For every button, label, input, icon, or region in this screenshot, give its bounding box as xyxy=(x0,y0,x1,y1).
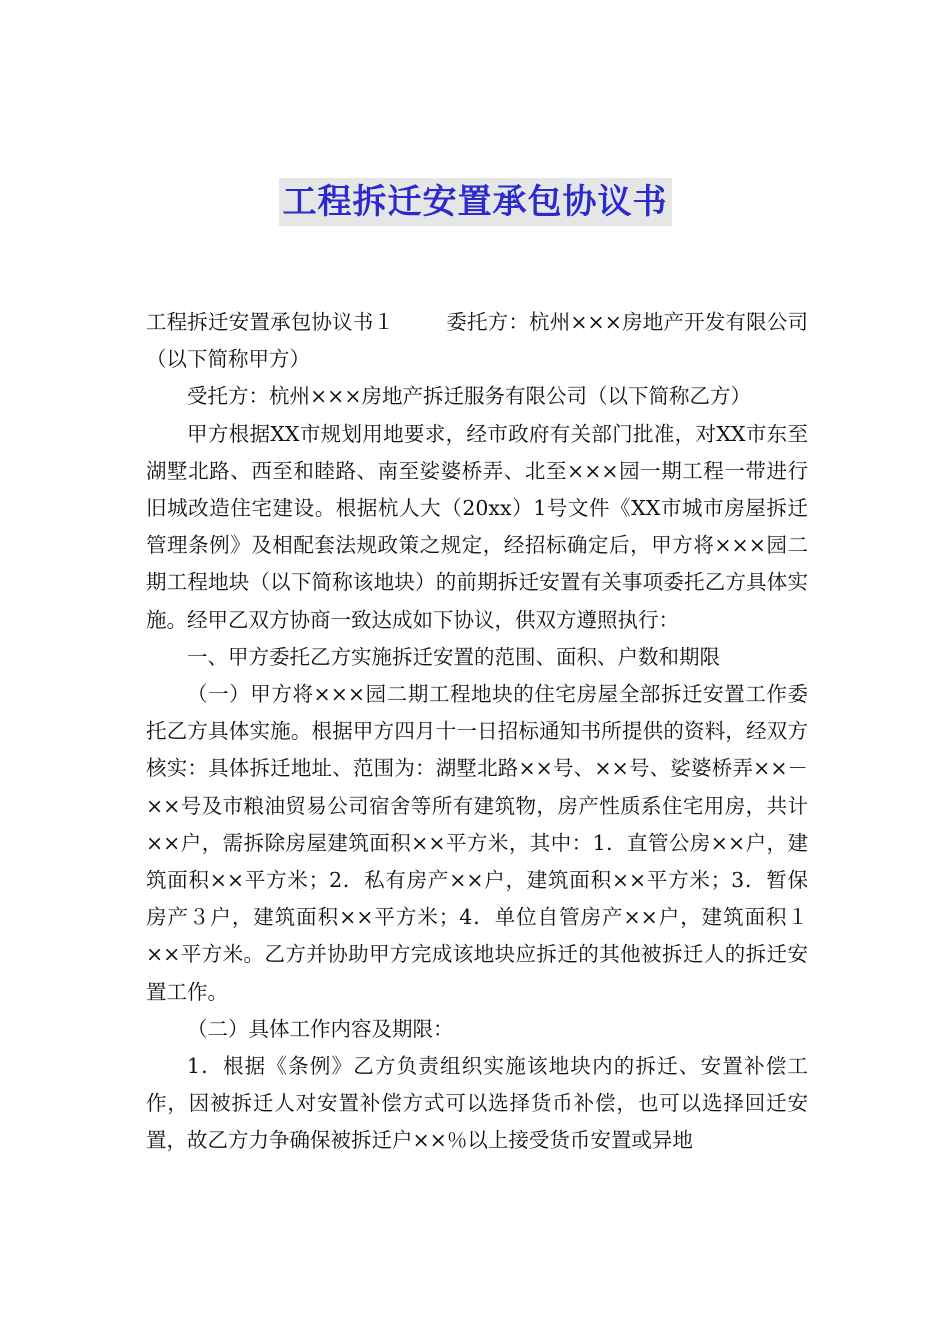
document-title: 工程拆迁安置承包协议书 xyxy=(279,178,672,226)
paragraph-section-one-heading: 一、甲方委托乙方实施拆迁安置的范围、面积、户数和期限 xyxy=(187,644,720,669)
section-heading-inline: 工程拆迁安置承包协议书１ xyxy=(146,310,395,334)
paragraph-subsection-two-heading: （二）具体工作内容及期限： xyxy=(187,1016,454,1041)
entrusting-party: 委托方：杭州×××房地产开发有限公司（以下简称甲方） xyxy=(146,310,809,372)
paragraph-first xyxy=(146,304,808,378)
paragraph-entrusted-party: 受托方：杭州×××房地产拆迁服务有限公司（以下简称乙方） xyxy=(187,384,752,409)
title-container xyxy=(0,178,950,226)
paragraph-scope: （一）甲方将×××园二期工程地块的住宅房屋全部拆迁安置工作委托乙方具体实施。根据甲方四月十一日招标通知书所提供的资料，经双方核实：具体拆迁地址、范围为：湖墅北路××号、××号、娑婆桥弄××－××号及市粮油贸易公司宿舍等所有建筑物，房产性质系住宅用房，共计××户，需拆除房屋建筑面积××平方米，其中：1．直管公房××户，建筑面积××平方米；2．私有房产××户，建筑面积××平方米；3．暂保房产３户，建筑面积××平方米；4．单位自管房产××户，建筑面积１××平方米。乙方并协助甲方完成该地块应拆迁的其他被拆迁人的拆迁安置工作。 xyxy=(146,682,808,1004)
paragraph-background: 甲方根据XX市规划用地要求，经市政府有关部门批准，对XX市东至湖墅北路、西至和睦路、南至娑婆桥弄、北至×××园一期工程一带进行旧城改造住宅建设。根据杭人大（20xx）1号文件《XX市城市房屋拆迁管理条例》及相配套法规政策之规定，经招标确定后，甲方将×××园二期工程地块（以下简称该地块）的前期拆迁安置有关事项委托乙方具体实施。经甲乙双方协商一致达成如下协议，供双方遵照执行： xyxy=(146,421,808,632)
document-body xyxy=(146,304,808,1160)
paragraph-work-content: 1．根据《条例》乙方负责组织实施该地块内的拆迁、安置补偿工作，因被拆迁人对安置补偿方式可以选择货币补偿，也可以选择回迁安置，故乙方力争确保被拆迁户××％以上接受货币安置或异地 xyxy=(146,1054,808,1153)
